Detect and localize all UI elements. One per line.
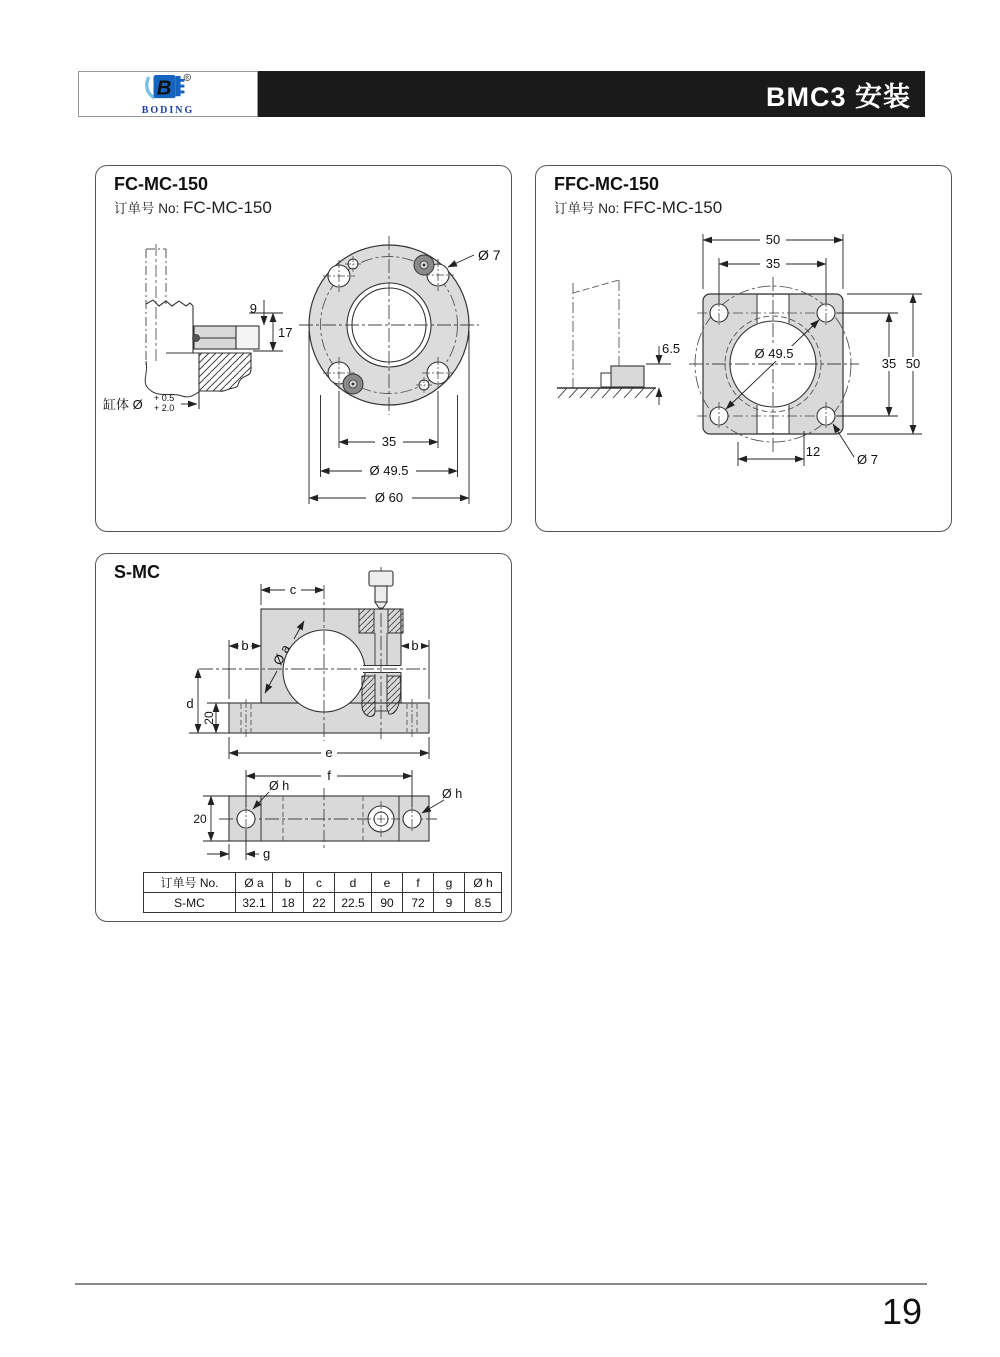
- smc-dim-dia-a: Ø a: [269, 641, 294, 668]
- brand-name: BODING: [141, 104, 195, 116]
- smc-front-view: [186, 567, 429, 760]
- fc-dim-9: 9: [249, 301, 257, 316]
- cell-f: 72: [403, 893, 434, 913]
- col-header-b: b: [273, 873, 304, 893]
- smc-dim-d: d: [186, 696, 194, 711]
- ffc-side-view: [557, 280, 680, 405]
- ffc-dim-bore: Ø 49.5: [754, 346, 794, 361]
- ffc-dim-offset: 12: [805, 444, 821, 459]
- col-header-order-no: 订单号 No.: [144, 873, 236, 893]
- col-header-f: f: [403, 873, 434, 893]
- col-header-d: d: [335, 873, 372, 893]
- ffc-dim-h35: 35: [881, 356, 897, 371]
- smc-dim-20-bottom: 20: [193, 812, 207, 826]
- svg-text:B: B: [156, 76, 172, 99]
- fc-order-value: FC-MC-150: [183, 197, 272, 217]
- cell-dia-a: 32.1: [236, 893, 273, 913]
- ffc-order-label: 订单号 No:: [554, 200, 620, 216]
- panel-s-mc: [95, 553, 512, 922]
- cell-d: 22.5: [335, 893, 372, 913]
- fc-order-label: 订单号 No:: [114, 200, 180, 216]
- page-title: BMC3 安装: [765, 81, 911, 112]
- ffc-dim-foot: 6.5: [662, 341, 681, 356]
- smc-title: S-MC: [114, 562, 160, 582]
- fc-dim-bolt-circle: Ø 49.5: [369, 463, 409, 478]
- cell-dia-h: 8.5: [465, 893, 502, 913]
- logo-box: [78, 71, 258, 117]
- cell-g: 9: [434, 893, 465, 913]
- col-header-g: g: [434, 873, 465, 893]
- ffc-dim-h50: 50: [905, 356, 921, 371]
- footer-rule: [75, 1283, 927, 1285]
- col-header-e: e: [372, 873, 403, 893]
- ffc-drawing: [536, 166, 951, 528]
- cell-e: 90: [372, 893, 403, 913]
- fc-dim-17: 17: [278, 325, 293, 340]
- cell-b: 18: [273, 893, 304, 913]
- panel-fc-mc-150: [95, 165, 512, 532]
- fc-front-view: [299, 236, 501, 505]
- smc-dim-dia-h-left: Ø h: [269, 779, 290, 793]
- ffc-order-value: FFC-MC-150: [623, 197, 723, 217]
- col-header-dia-a: Ø a: [236, 873, 273, 893]
- smc-dim-dia-h-right: Ø h: [442, 787, 463, 801]
- ffc-dim-w50: 50: [765, 232, 781, 247]
- ffc-dim-hole: Ø 7: [857, 452, 878, 467]
- panel-ffc-mc-150: [535, 165, 952, 532]
- ffc-dim-w35: 35: [765, 256, 781, 271]
- smc-dim-g: g: [263, 846, 271, 861]
- smc-dim-f: f: [327, 768, 331, 783]
- smc-dim-e: e: [325, 745, 333, 760]
- ffc-title: FFC-MC-150: [554, 174, 660, 194]
- col-header-dia-h: Ø h: [465, 873, 502, 893]
- boding-logo-icon: [139, 73, 197, 105]
- cell-c: 22: [304, 893, 335, 913]
- fc-dim-hole: Ø 7: [478, 247, 501, 263]
- col-header-c: c: [304, 873, 335, 893]
- fc-cylinder-label: 缸体 Ø: [103, 397, 143, 412]
- smc-dim-b-left: b: [241, 638, 249, 653]
- fc-drawing: [96, 166, 511, 528]
- fc-dim-pitch: 35: [381, 434, 397, 449]
- fc-side-view: [103, 244, 292, 413]
- smc-bottom-view: [193, 768, 462, 861]
- fc-tol-bot: + 2.0: [154, 403, 175, 413]
- fc-dim-outer: Ø 60: [374, 490, 404, 505]
- cell-model: S-MC: [144, 893, 236, 913]
- smc-dim-c: c: [289, 582, 297, 597]
- smc-drawing: [96, 554, 511, 918]
- smc-dim-20-front: 20: [202, 711, 216, 725]
- table-data-row: [144, 893, 502, 913]
- fc-title: FC-MC-150: [114, 174, 209, 194]
- smc-dim-b-right: b: [411, 638, 419, 653]
- header-bar: [78, 71, 925, 117]
- page-number: 19: [881, 1291, 922, 1332]
- smc-spec-table: [143, 872, 502, 913]
- registered-mark: ®: [185, 75, 190, 82]
- ffc-plate-view: [689, 232, 924, 467]
- table-header-row: [144, 873, 502, 893]
- fc-tol-top: + 0.5: [154, 393, 175, 403]
